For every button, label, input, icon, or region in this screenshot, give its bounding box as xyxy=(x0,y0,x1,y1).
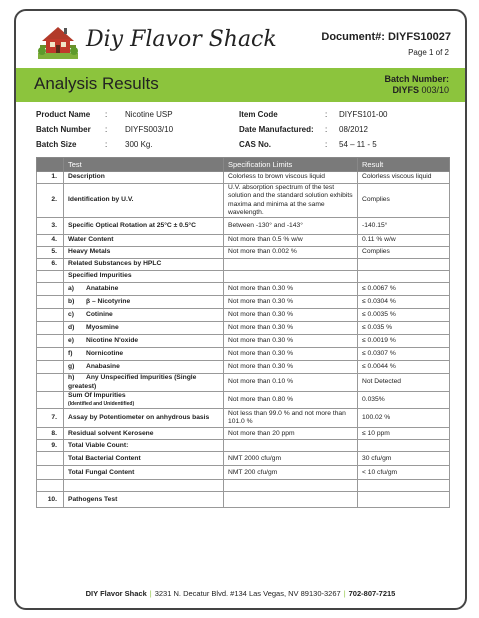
row-number: 9. xyxy=(37,440,64,452)
row-number xyxy=(37,361,64,374)
row-result: 100.02 % xyxy=(358,409,450,428)
row-number: 8. xyxy=(37,428,64,440)
row-result: ≤ 0.035 % xyxy=(358,322,450,335)
row-test: Assay by Potentiometer on anhydrous basis xyxy=(64,409,224,428)
row-test-label: Myosmine xyxy=(86,323,119,331)
batch-size-label: Batch Size xyxy=(36,140,77,149)
row-spec: Not more than 0.30 % xyxy=(224,361,358,374)
row-test-label: Any Unspecified Impurities (Single greatest) xyxy=(68,374,197,390)
row-result xyxy=(358,480,450,492)
row-spec: NMT 2000 cfu/gm xyxy=(224,452,358,466)
row-spec: Not more than 0.002 % xyxy=(224,247,358,259)
table-row xyxy=(37,392,450,409)
info-row-1 xyxy=(36,110,456,125)
colon: : xyxy=(325,110,328,119)
row-spec: U.V. absorption spectrum of the test solution and the standard solution exhibits maxima and minima at the same wavelength. xyxy=(224,184,358,218)
row-spec xyxy=(224,480,358,492)
table-row xyxy=(37,452,450,466)
header-spec: Specification Limits xyxy=(224,158,358,172)
row-test xyxy=(64,392,224,409)
date-manufactured-value: 08/2012 xyxy=(339,125,368,134)
certificate-page xyxy=(14,9,467,610)
results-table xyxy=(36,157,450,508)
colon: : xyxy=(325,125,328,134)
row-sub-index: b) xyxy=(68,297,75,305)
row-spec: Not more than 0.80 % xyxy=(224,392,358,409)
batch-size-value: 300 Kg. xyxy=(125,140,153,149)
row-test xyxy=(64,361,224,374)
row-number xyxy=(37,480,64,492)
row-result: ≤ 0.0035 % xyxy=(358,309,450,322)
row-number: 1. xyxy=(37,172,64,184)
table-row xyxy=(37,218,450,235)
row-number: 10. xyxy=(37,492,64,508)
table-row xyxy=(37,235,450,247)
row-spec: NMT 200 cfu/gm xyxy=(224,466,358,480)
row-spec: Not more than 0.10 % xyxy=(224,374,358,392)
row-test xyxy=(64,322,224,335)
table-row xyxy=(37,440,450,452)
item-code-label: Item Code xyxy=(239,110,278,119)
row-test: Heavy Metals xyxy=(64,247,224,259)
row-number xyxy=(37,322,64,335)
row-test xyxy=(64,348,224,361)
band-batch-number xyxy=(384,74,449,96)
row-number xyxy=(37,335,64,348)
row-test: Specific Optical Rotation at 25°C ± 0.5°C xyxy=(64,218,224,235)
row-spec: Between -130° and -143° xyxy=(224,218,358,235)
row-result: ≤ 0.0044 % xyxy=(358,361,450,374)
row-result xyxy=(358,492,450,508)
row-test-label: Anatabine xyxy=(86,284,119,292)
row-result: ≤ 0.0019 % xyxy=(358,335,450,348)
row-sub-index: h) xyxy=(68,374,75,382)
row-test xyxy=(64,374,224,392)
row-result: Complies xyxy=(358,247,450,259)
row-spec xyxy=(224,492,358,508)
row-result: -140.15° xyxy=(358,218,450,235)
info-row-3 xyxy=(36,140,456,155)
row-sub-index: d) xyxy=(68,323,75,331)
table-row xyxy=(37,259,450,271)
table-header xyxy=(37,158,450,172)
row-test: Pathogens Test xyxy=(64,492,224,508)
row-number: 5. xyxy=(37,247,64,259)
row-spec xyxy=(224,271,358,283)
row-test: Total Bacterial Content xyxy=(64,452,224,466)
row-test-label: Cotinine xyxy=(86,310,113,318)
colon: : xyxy=(105,140,108,149)
table-row xyxy=(37,361,450,374)
row-test xyxy=(64,309,224,322)
row-number: 3. xyxy=(37,218,64,235)
row-spec: Not more than 0.5 % w/w xyxy=(224,235,358,247)
row-spec: Not more than 0.30 % xyxy=(224,309,358,322)
row-sub-index: f) xyxy=(68,349,73,357)
table-row xyxy=(37,247,450,259)
page-indicator: Page 1 of 2 xyxy=(408,48,449,57)
row-spec: Not less than 99.0 % and not more than 101.0 % xyxy=(224,409,358,428)
row-result: Not Detected xyxy=(358,374,450,392)
row-test: Identification by U.V. xyxy=(64,184,224,218)
table-row xyxy=(37,184,450,218)
row-test: Description xyxy=(64,172,224,184)
row-test: Water Content xyxy=(64,235,224,247)
row-result: Complies xyxy=(358,184,450,218)
band-batch-value: DIYFS 003/10 xyxy=(392,85,449,95)
title-band xyxy=(16,68,465,102)
row-test xyxy=(64,283,224,296)
row-test xyxy=(64,296,224,309)
row-number xyxy=(37,271,64,283)
table-row xyxy=(37,428,450,440)
header-test: Test xyxy=(64,158,224,172)
row-spec: Not more than 0.30 % xyxy=(224,296,358,309)
row-number: 7. xyxy=(37,409,64,428)
colon: : xyxy=(105,110,108,119)
house-logo-icon xyxy=(36,21,80,63)
row-test-label: Nornicotine xyxy=(86,349,124,357)
row-spec: Not more than 20 ppm xyxy=(224,428,358,440)
table-row xyxy=(37,283,450,296)
row-test-label: Anabasine xyxy=(86,362,120,370)
page-title: Analysis Results xyxy=(34,74,159,93)
table-row xyxy=(37,335,450,348)
row-result: 0.035% xyxy=(358,392,450,409)
row-spec: Colorless to brown viscous liquid xyxy=(224,172,358,184)
footer-phone: 702-807-7215 xyxy=(348,589,396,598)
product-name-label: Product Name xyxy=(36,110,91,119)
row-result: ≤ 0.0067 % xyxy=(358,283,450,296)
table-row xyxy=(37,492,450,508)
table-row xyxy=(37,409,450,428)
table-row xyxy=(37,296,450,309)
row-number xyxy=(37,392,64,409)
table-row xyxy=(37,322,450,335)
header-num xyxy=(37,158,64,172)
table-row xyxy=(37,480,450,492)
row-number: 2. xyxy=(37,184,64,218)
table-row xyxy=(37,271,450,283)
row-number: 6. xyxy=(37,259,64,271)
row-number: 4. xyxy=(37,235,64,247)
row-spec: Not more than 0.30 % xyxy=(224,335,358,348)
row-number xyxy=(37,348,64,361)
info-row-2 xyxy=(36,125,456,140)
table-row xyxy=(37,466,450,480)
row-sub-index: c) xyxy=(68,310,74,318)
row-result xyxy=(358,259,450,271)
row-result: 30 cfu/gm xyxy=(358,452,450,466)
row-spec xyxy=(224,259,358,271)
item-code-value: DIYFS101-00 xyxy=(339,110,388,119)
row-test: Specified Impurities xyxy=(64,271,224,283)
table-row xyxy=(37,348,450,361)
row-sub-index: e) xyxy=(68,336,74,344)
row-test-note: (Identified and Unidentified) xyxy=(68,401,135,408)
product-name-value: Nicotine USP xyxy=(125,110,173,119)
row-result: Colorless viscous liquid xyxy=(358,172,450,184)
colon: : xyxy=(325,140,328,149)
footer-separator: | xyxy=(343,589,346,598)
batch-number-label: Batch Number xyxy=(36,125,91,134)
table-row xyxy=(37,172,450,184)
row-result: ≤ 10 ppm xyxy=(358,428,450,440)
row-spec xyxy=(224,440,358,452)
row-spec: Not more than 0.30 % xyxy=(224,283,358,296)
header-result: Result xyxy=(358,158,450,172)
row-result xyxy=(358,440,450,452)
row-number xyxy=(37,374,64,392)
row-test xyxy=(64,335,224,348)
row-test-label: β – Nicotyrine xyxy=(86,297,131,305)
row-test: Residual solvent Kerosene xyxy=(64,428,224,440)
row-test-label: Sum Of Impurities xyxy=(68,392,126,399)
footer-company: DIY Flavor Shack xyxy=(85,589,147,598)
row-spec: Not more than 0.30 % xyxy=(224,322,358,335)
row-test xyxy=(64,480,224,492)
cas-value: 54 – 11 - 5 xyxy=(339,140,377,149)
row-result: < 10 cfu/gm xyxy=(358,466,450,480)
row-result: 0.11 % w/w xyxy=(358,235,450,247)
row-number xyxy=(37,296,64,309)
row-number xyxy=(37,452,64,466)
footer-separator: | xyxy=(149,589,152,598)
row-number xyxy=(37,283,64,296)
row-test: Related Substances by HPLC xyxy=(64,259,224,271)
row-number xyxy=(37,466,64,480)
row-spec: Not more than 0.30 % xyxy=(224,348,358,361)
row-sub-index: g) xyxy=(68,362,75,370)
row-result: ≤ 0.0307 % xyxy=(358,348,450,361)
brand-name: Diy Flavor Shack xyxy=(86,27,277,52)
row-test: Total Fungal Content xyxy=(64,466,224,480)
table-row xyxy=(37,309,450,322)
row-number xyxy=(37,309,64,322)
row-test-label: Nicotine N'oxide xyxy=(86,336,139,344)
row-test: Total Viable Count: xyxy=(64,440,224,452)
batch-number-value: DIYFS003/10 xyxy=(125,125,174,134)
document-number: Document#: DIYFS10027 xyxy=(321,31,451,43)
product-info xyxy=(36,110,456,155)
row-sub-index: a) xyxy=(68,284,74,292)
colon: : xyxy=(105,125,108,134)
footer xyxy=(16,589,465,598)
band-batch-label: Batch Number: xyxy=(384,74,449,84)
row-result xyxy=(358,271,450,283)
cas-label: CAS No. xyxy=(239,140,271,149)
row-result: ≤ 0.0304 % xyxy=(358,296,450,309)
date-manufactured-label: Date Manufactured: xyxy=(239,125,314,134)
footer-address: 3231 N. Decatur Blvd. #134 Las Vegas, NV 89130-3267 xyxy=(154,589,341,598)
table-row xyxy=(37,374,450,392)
